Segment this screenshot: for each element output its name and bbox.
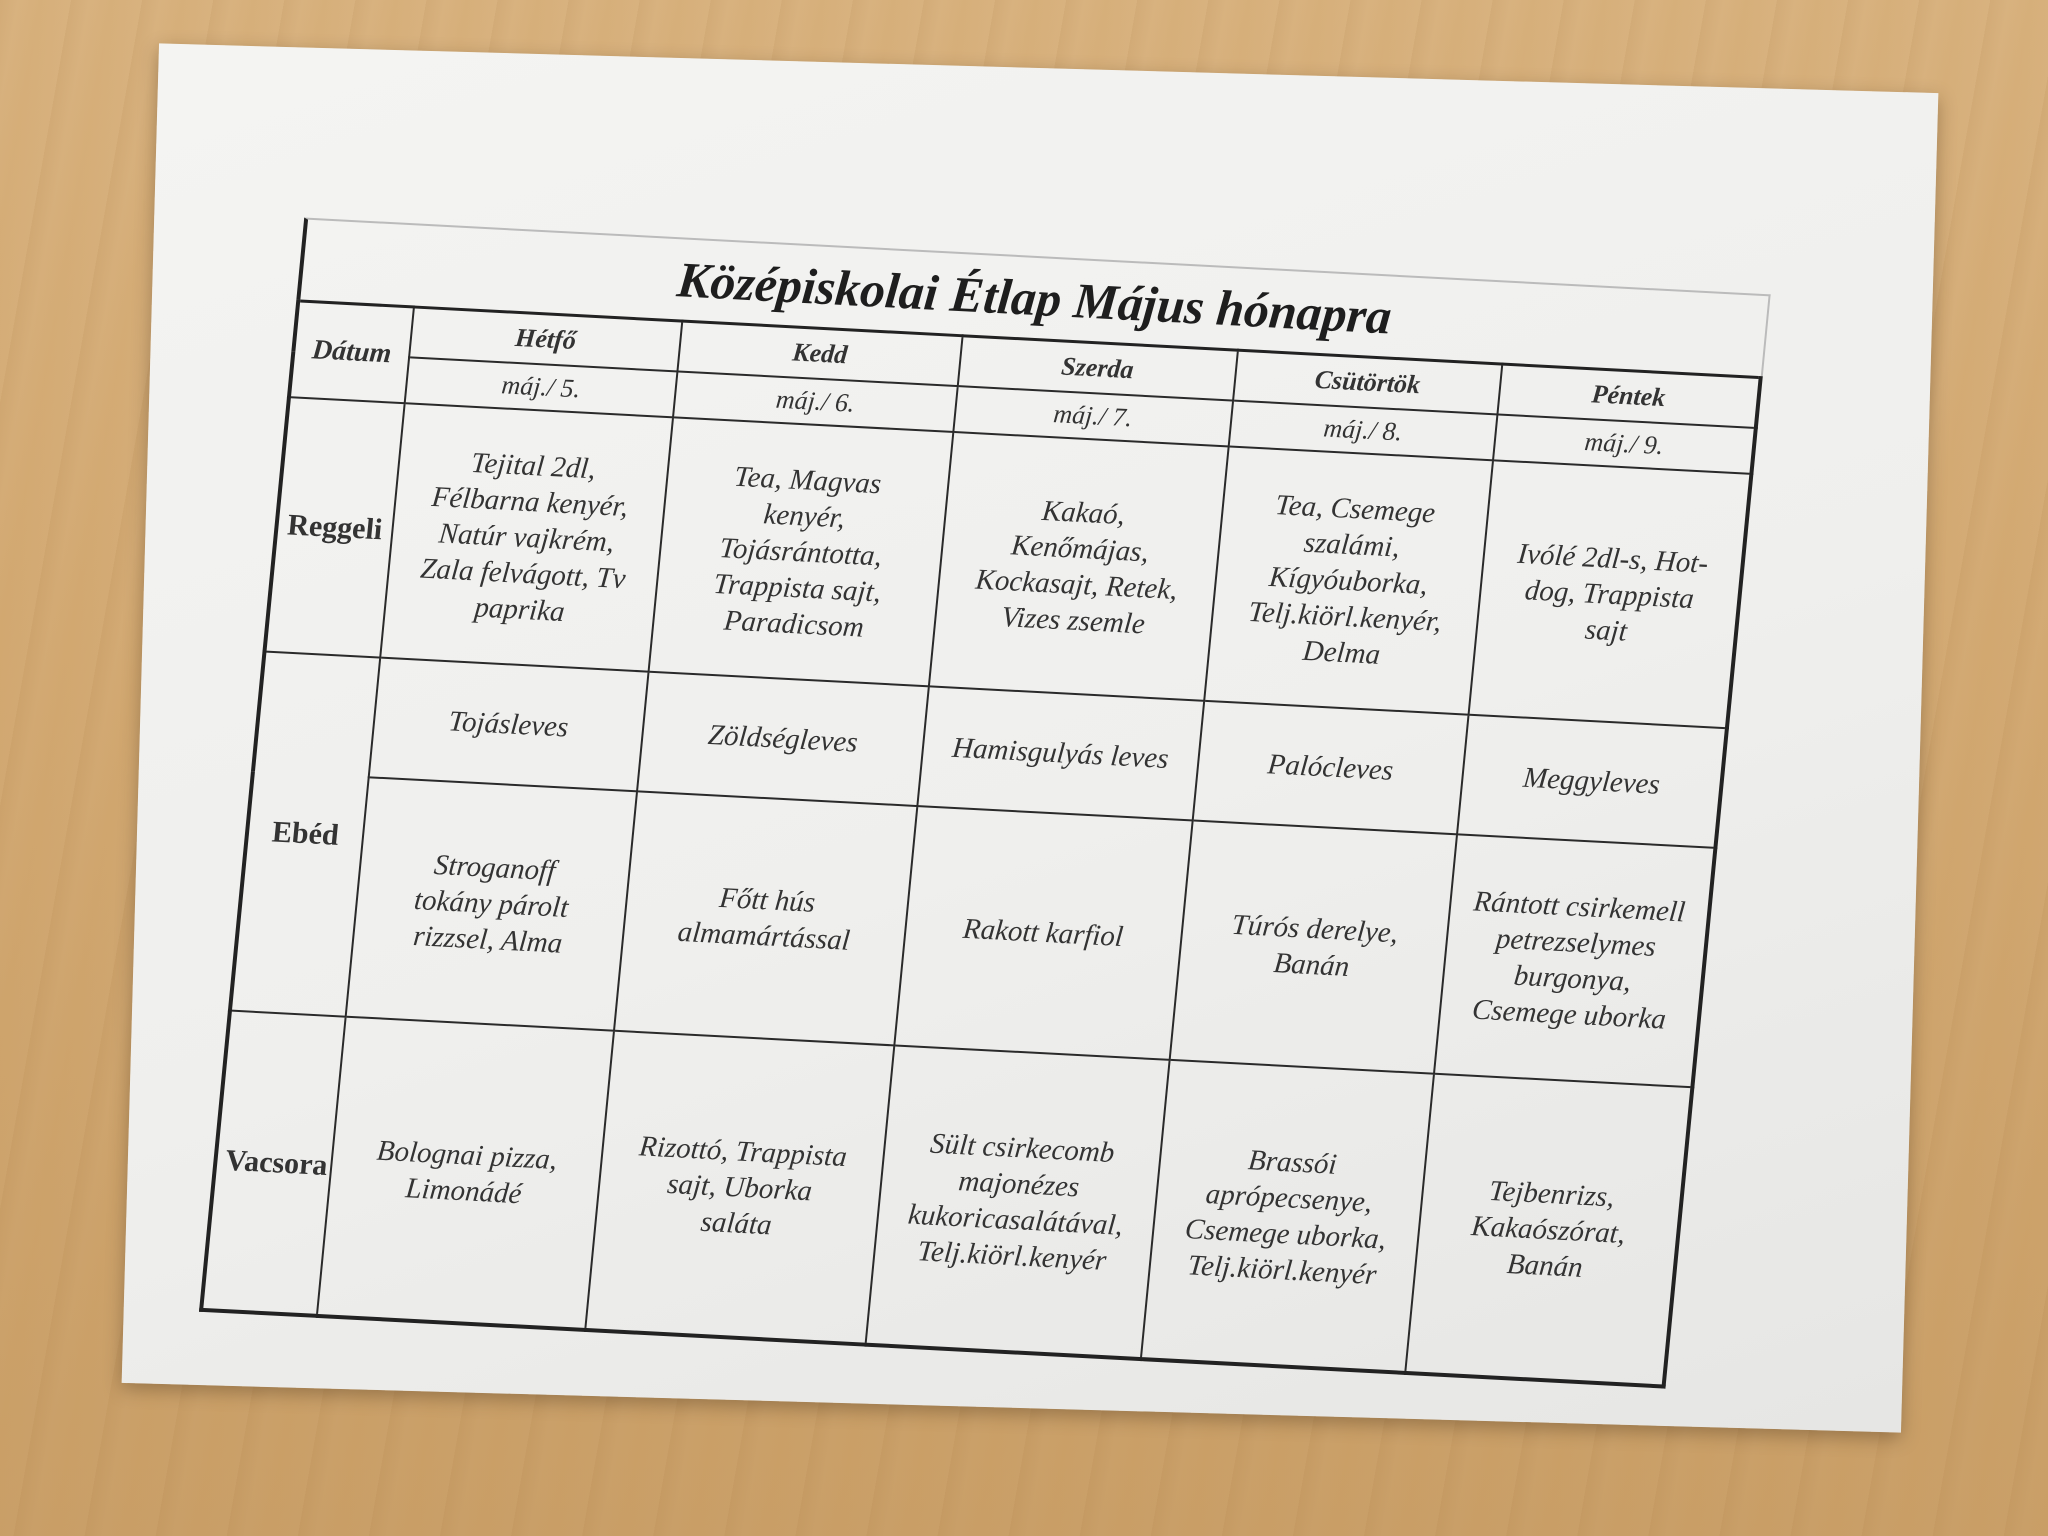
vacsora-cell: [1141, 1060, 1435, 1373]
menu-line: Rizottó, Trappista: [637, 1129, 849, 1173]
menu-line: majonézes: [957, 1164, 1081, 1203]
menu-line: tokány párolt: [412, 883, 570, 924]
main-dish-cell: [1434, 834, 1715, 1087]
menu-line: Csemege uborka: [1470, 993, 1668, 1036]
menu-line: petrezselymes: [1494, 922, 1658, 963]
main-dish-cell: [894, 806, 1192, 1060]
menu-line: kukoricasalátával,: [906, 1198, 1125, 1242]
menu-line: szalámi,: [1302, 526, 1402, 564]
day-date-header: máj./ 7.: [953, 386, 1233, 446]
menu-line: Telj.kiörl.kenyér: [916, 1234, 1108, 1277]
soup-cell: Tojásleves: [368, 658, 649, 792]
vacsora-label: Vacsora: [201, 1011, 345, 1316]
menu-line: dog, Trappista: [1523, 573, 1696, 615]
menu-line: Brassói: [1246, 1143, 1339, 1181]
day-name-header: Hétfő: [409, 307, 683, 371]
menu-line: Telj.kiörl.kenyér,: [1247, 595, 1443, 638]
menu-line: Delma: [1301, 634, 1382, 671]
menu-line: Paradicsom: [722, 604, 866, 644]
main-dish-cell: [614, 791, 917, 1045]
menu-line: Ivólé 2dl-s, Hot-: [1516, 537, 1710, 580]
reggeli-cell: [928, 432, 1228, 701]
menu-line: Kígyóuborka,: [1267, 560, 1430, 601]
menu-line: Limonádé: [404, 1171, 524, 1210]
main-dish-cell: [345, 777, 637, 1030]
vacsora-cell: [316, 1017, 614, 1330]
paper-sheet: [122, 43, 1939, 1432]
menu-line: Kockasajt, Retek,: [974, 563, 1179, 606]
soup-cell: Zöldségleves: [637, 672, 928, 806]
menu-line: Félbarna kenyér,: [430, 480, 630, 523]
menu-line: aprópecsenye,: [1204, 1177, 1374, 1219]
menu-line: Trappista sajt,: [712, 567, 883, 609]
menu-line: Tea, Csemege: [1273, 488, 1437, 529]
reggeli-cell: [649, 417, 953, 686]
menu-line: Vizes zsemle: [1000, 600, 1147, 640]
day-name-header: Csütörtök: [1233, 350, 1503, 414]
reggeli-cell: [1204, 446, 1493, 714]
day-date-header: máj./ 6.: [673, 371, 957, 432]
menu-line: Banán: [1505, 1247, 1585, 1284]
menu-line: Sült csirkecomb: [928, 1127, 1116, 1169]
menu-line: Kenőmájas,: [1009, 528, 1151, 568]
soup-cell: Hamisgulyás leves: [917, 686, 1204, 820]
menu-line: Tejbenrizs,: [1487, 1174, 1616, 1213]
menu-line: rizzsel, Alma: [411, 920, 564, 960]
day-name-header: Kedd: [678, 321, 963, 386]
menu-line: Csemege uborka,: [1183, 1212, 1388, 1256]
main-dish-cell: [1169, 820, 1457, 1073]
menu-line: kenyér,: [762, 497, 847, 535]
vacsora-cell: [1405, 1074, 1692, 1387]
menu-line: Stroganoff: [432, 848, 557, 888]
menu-line: Rakott karfiol: [961, 912, 1125, 954]
menu-line: Tea, Magvas: [732, 460, 883, 500]
menu-line: sajt, Uborka: [665, 1167, 814, 1207]
reggeli-cell: [1469, 460, 1752, 728]
menu-line: Túrós derelye,: [1230, 908, 1400, 950]
menu-line: Rántott csirkemell: [1472, 885, 1687, 929]
menu-line: Főtt hús: [717, 881, 817, 919]
menu-line: sajt: [1583, 613, 1629, 648]
menu-line: Natúr vajkrém,: [437, 516, 616, 558]
menu-line: paprika: [473, 590, 567, 628]
menu-line: Tejital 2dl,: [469, 446, 598, 485]
menu-line: Kakaószórat,: [1470, 1209, 1627, 1250]
ebed-label: Ebéd: [230, 652, 380, 1017]
day-date-header: máj./ 9.: [1493, 414, 1756, 473]
vacsora-cell: [585, 1031, 893, 1345]
menu-line: almamártással: [676, 915, 852, 957]
day-name-header: Szerda: [957, 336, 1237, 401]
menu-title: Középiskolai Étlap Május hónapra: [296, 218, 1770, 377]
soup-cell: Palócleves: [1192, 701, 1468, 835]
reggeli-label: Reggeli: [264, 397, 404, 657]
day-name-header: Péntek: [1497, 364, 1760, 428]
day-date-header: máj./ 8.: [1228, 401, 1497, 461]
menu-line: Banán: [1272, 947, 1351, 983]
menu-line: Zala felvágott, Tv: [419, 552, 628, 595]
menu-line: Bolognai pizza,: [375, 1134, 559, 1176]
datum-header: Dátum: [289, 301, 414, 403]
menu-line: Tojásrántotta,: [718, 531, 884, 573]
soup-cell: Meggyleves: [1457, 715, 1727, 848]
menu-document: [199, 218, 1771, 1389]
vacsora-cell: [865, 1045, 1169, 1359]
menu-line: Kakaó,: [1040, 494, 1127, 531]
menu-line: burgonya,: [1512, 959, 1633, 998]
menu-line: Telj.kiörl.kenyér: [1186, 1248, 1378, 1291]
menu-line: saláta: [699, 1205, 774, 1241]
menu-table: [199, 299, 1763, 1388]
reggeli-cell: [380, 403, 673, 671]
day-date-header: máj./ 5.: [404, 357, 677, 417]
